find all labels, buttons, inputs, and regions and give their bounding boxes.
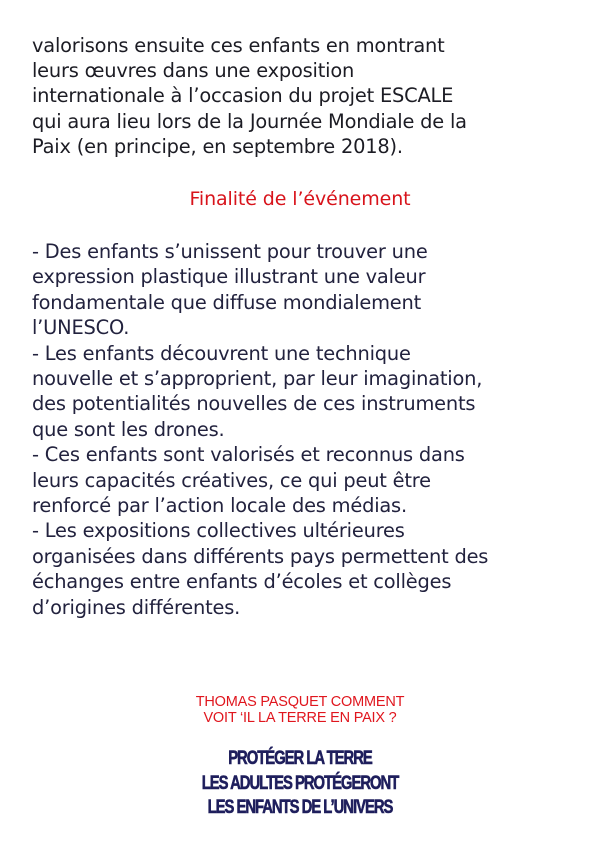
intro-line: internationale à l’occasion du projet ESCALE [32,84,454,108]
intro-line: Paix (en principe, en septembre 2018). [32,134,403,158]
list-line: - Les enfants découvrent une technique [32,341,411,365]
goals-list [32,239,592,620]
list-line: organisées dans différents pays permettent des [32,544,489,568]
intro-line: valorisons ensuite ces enfants en montrant [32,34,445,57]
list-line: fondamentale que diffuse mondialement [32,290,422,314]
slogan-line: PROTÉGER LA TERRE [228,748,372,769]
list-line: l’UNESCO. [32,316,130,340]
list-line: - Des enfants s’unissent pour trouver une [32,240,428,263]
list-line: échanges entre enfants d’écoles et collèges [32,570,452,594]
intro-line: qui aura lieu lors de la Journée Mondiale de la [32,109,467,133]
intro-paragraph [32,33,592,159]
caption-line: VOIT ‘IL LA TERRE EN PAIX ? [203,710,397,726]
list-line: - Les expositions collectives ultérieures [32,519,405,543]
caption-line: THOMAS PASQUET COMMENT [195,694,405,710]
slogan-line: LES ENFANTS DE L’UNIVERS [207,797,393,818]
intro-line: leurs œuvres dans une exposition [32,59,355,83]
list-line: expression plastique illustrant une valeur [32,265,426,289]
list-line: des potentialités nouvelles de ces instruments [32,392,476,416]
list-line: que sont les drones. [32,417,225,441]
question-caption [0,694,600,726]
slogan-line: LES ADULTES PROTÉGERONT [201,772,399,794]
list-line: renforcé par l’action locale des médias. [32,494,407,518]
slogan-block [66,747,534,821]
list-line: nouvelle et s’approprient, par leur imagination, [32,367,483,391]
section-heading: Finalité de l’événement [189,188,411,210]
list-line: d’origines différentes. [32,595,241,619]
list-line: leurs capacités créatives, ce qui peut être [32,468,431,492]
list-line: - Ces enfants sont valorisés et reconnus dans [32,443,465,467]
